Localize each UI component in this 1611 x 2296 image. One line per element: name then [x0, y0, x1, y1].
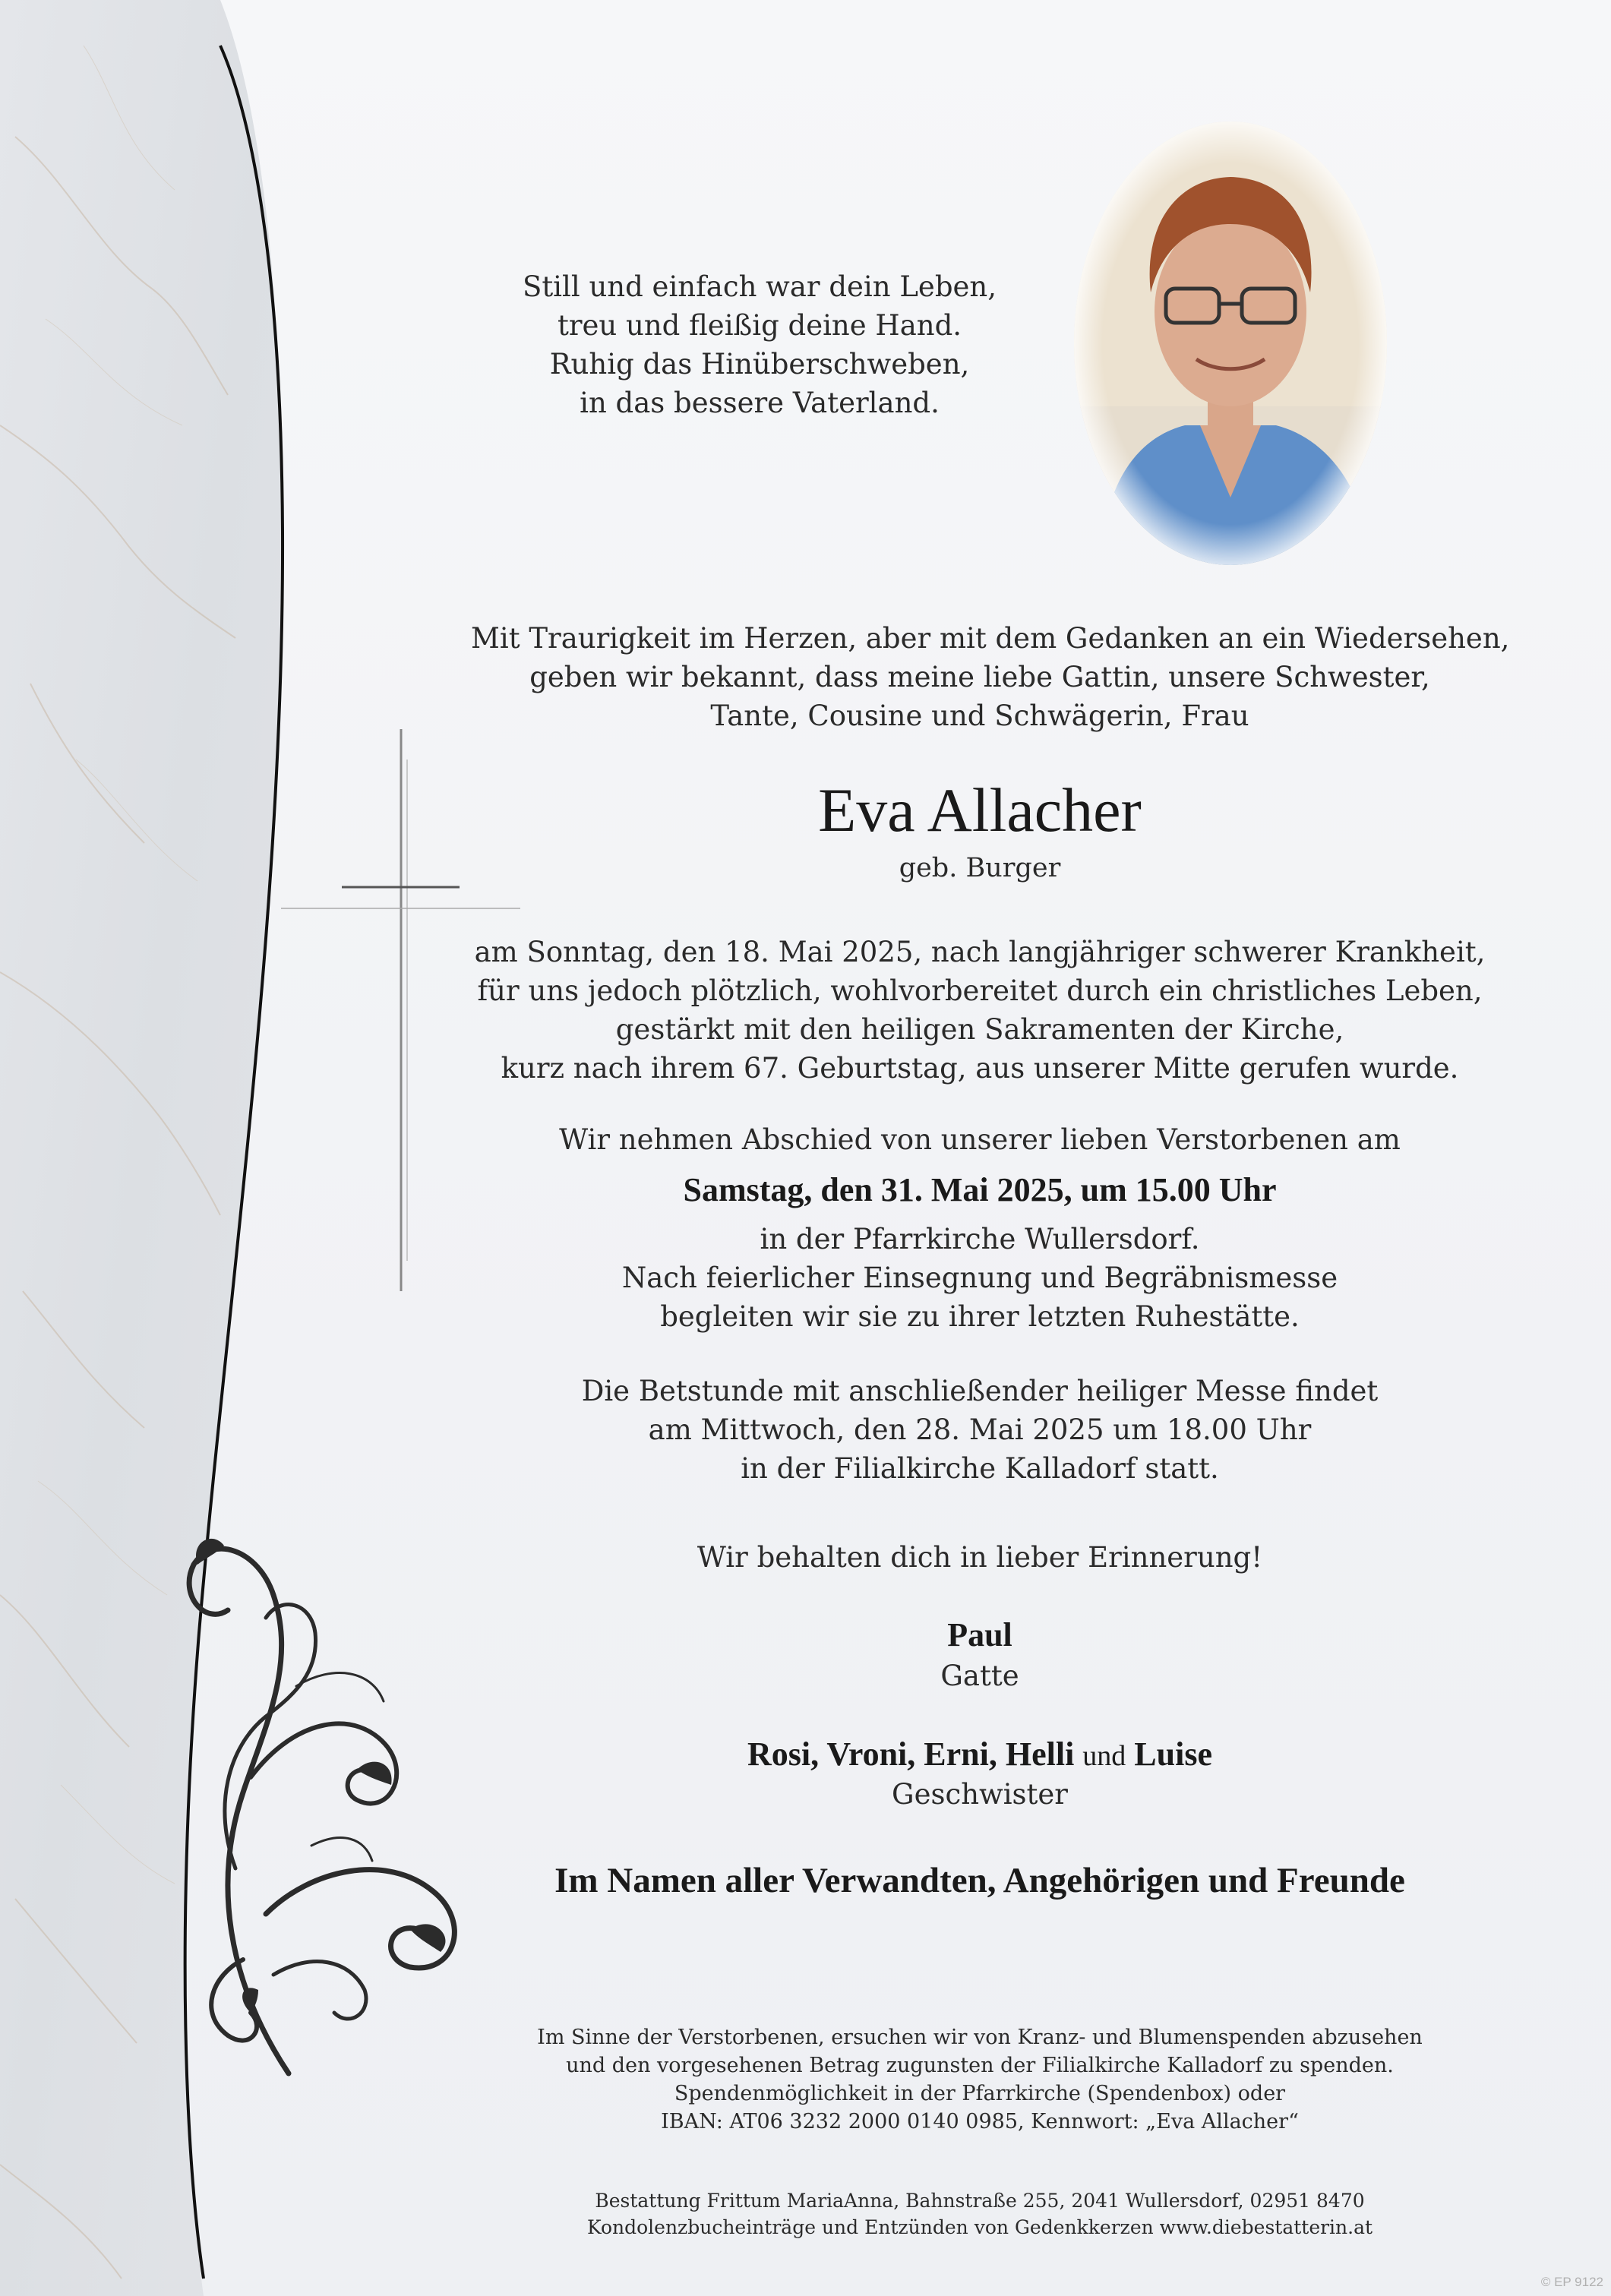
- verse: [494, 267, 1025, 422]
- siblings-conjunction: und: [1082, 1740, 1126, 1772]
- death-notice: [471, 933, 1489, 1088]
- siblings-role: Geschwister: [892, 1778, 1068, 1811]
- death-notice-line: gestärkt mit den heiligen Sakramenten der Kirche,: [615, 1013, 1344, 1046]
- sibling-name: Luise: [1134, 1735, 1212, 1773]
- prayer-line: am Mittwoch, den 28. Mai 2025 um 18.00 Uhr: [648, 1413, 1312, 1446]
- name-separator: ,: [907, 1735, 924, 1773]
- sibling-name: Helli: [1005, 1735, 1075, 1773]
- donation-line: und den vorgesehenen Betrag zugunsten der Filialkirche Kalladorf zu spenden.: [566, 2054, 1394, 2077]
- announcement-intro: [471, 619, 1510, 735]
- name-separator: ,: [810, 1735, 827, 1773]
- funeral-home-footer: [471, 2187, 1489, 2241]
- funeral-date: Samstag, den 31. Mai 2025, um 15.00 Uhr: [683, 1171, 1277, 1208]
- deceased-name: Eva Allacher: [818, 775, 1142, 845]
- funeral-home-line: Kondolenzbucheinträge und Entzünden von Gedenkkerzen www.diebestatterin.at: [586, 2216, 1373, 2238]
- donation-note: [471, 2023, 1489, 2136]
- sibling-name: Erni: [924, 1735, 989, 1773]
- death-notice-line: für uns jedoch plötzlich, wohlvorbereitet durch ein christliches Leben,: [477, 974, 1483, 1007]
- verse-line: Ruhig das Hinüberschweben,: [549, 348, 970, 381]
- spouse-name: Paul: [947, 1616, 1012, 1653]
- prayer-service: [471, 1372, 1489, 1488]
- donation-line: IBAN: AT06 3232 2000 0140 0985, Kennwort: „Eva Allacher“: [661, 2110, 1299, 2133]
- prayer-line: in der Filialkirche Kalladorf statt.: [741, 1452, 1219, 1485]
- funeral-detail-line: begleiten wir sie zu ihrer letzten Ruhestätte.: [660, 1300, 1300, 1333]
- farewell-intro: Wir nehmen Abschied von unserer lieben Verstorbenen am: [559, 1123, 1401, 1156]
- death-notice-line: am Sonntag, den 18. Mai 2025, nach langjähriger schwerer Krankheit,: [474, 936, 1486, 968]
- template-code: © EP 9122: [1540, 2275, 1603, 2289]
- funeral-details: [471, 1220, 1489, 1336]
- donation-line: Spendenmöglichkeit in der Pfarrkirche (Spendenbox) oder: [674, 2082, 1286, 2105]
- maiden-name: geb. Burger: [899, 853, 1061, 883]
- death-notice-line: kurz nach ihrem 67. Geburtstag, aus unserer Mitte gerufen wurde.: [501, 1052, 1459, 1085]
- sibling-name: Vroni: [826, 1735, 908, 1773]
- funeral-detail-line: Nach feierlicher Einsegnung und Begräbnismesse: [621, 1262, 1338, 1294]
- funeral-home-line: Bestattung Frittum MariaAnna, Bahnstraße 255, 2041 Wullersdorf, 02951 8470: [595, 2190, 1365, 2212]
- donation-line: Im Sinne der Verstorbenen, ersuchen wir von Kranz- und Blumenspenden abzusehen: [537, 2026, 1423, 2049]
- sibling-name: Rosi: [747, 1735, 811, 1773]
- siblings-names: [471, 1733, 1489, 1777]
- floral-ornament-icon: [182, 1489, 486, 2081]
- intro-line: geben wir bekannt, dass meine liebe Gattin, unsere Schwester,: [529, 661, 1430, 693]
- name-separator: ,: [988, 1735, 1006, 1773]
- intro-line: Tante, Cousine und Schwägerin, Frau: [710, 700, 1249, 732]
- prayer-line: Die Betstunde mit anschließender heiliger Messe findet: [581, 1375, 1379, 1407]
- portrait-photo: [1071, 118, 1390, 570]
- verse-line: treu und fleißig deine Hand.: [557, 309, 962, 342]
- funeral-detail-line: in der Pfarrkirche Wullersdorf.: [760, 1223, 1200, 1255]
- memory-line: Wir behalten dich in lieber Erinnerung!: [697, 1541, 1263, 1574]
- spouse-role: Gatte: [940, 1660, 1019, 1692]
- verse-line: Still und einfach war dein Leben,: [522, 270, 997, 303]
- relatives-line: Im Namen aller Verwandten, Angehörigen und Freunde: [554, 1861, 1405, 1900]
- verse-line: in das bessere Vaterland.: [580, 387, 940, 419]
- intro-line: Mit Traurigkeit im Herzen, aber mit dem Gedanken an ein Wiedersehen,: [471, 622, 1510, 655]
